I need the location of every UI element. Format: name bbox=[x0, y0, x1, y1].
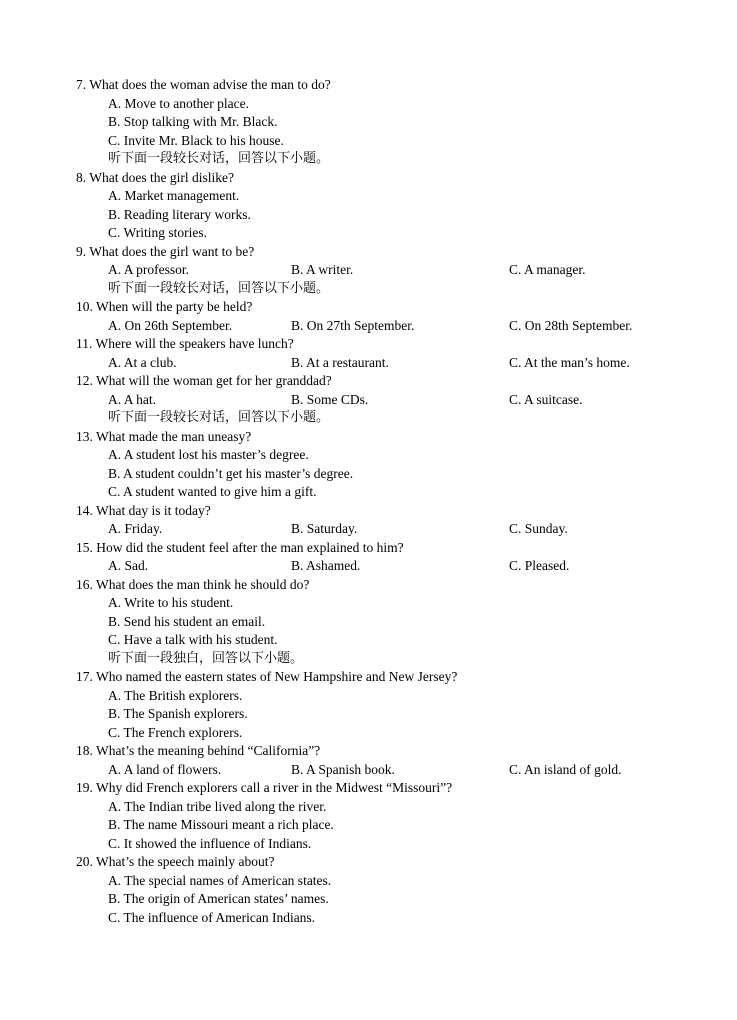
answer-option: B. Send his student an email. bbox=[108, 613, 266, 629]
answer-option: B. A writer. bbox=[291, 262, 354, 277]
answer-option: C. An island of gold. bbox=[509, 761, 622, 777]
answer-option: A. The Indian tribe lived along the river. bbox=[108, 798, 327, 814]
answer-option: C. A manager. bbox=[509, 262, 586, 277]
question-stem: 10. When will the party be held? bbox=[76, 299, 253, 314]
section-instruction: 听下面一段较长对话，回答以下小题。 bbox=[108, 280, 330, 296]
listening-questions bbox=[76, 76, 716, 927]
answer-option: C. A student wanted to give him a gift. bbox=[108, 484, 317, 499]
answer-option: A. At a club. bbox=[108, 354, 177, 370]
question-stem: 13. What made the man uneasy? bbox=[76, 428, 252, 444]
answer-option: B. Stop talking with Mr. Black. bbox=[108, 114, 278, 129]
question-stem: 12. What will the woman get for her granddad? bbox=[76, 373, 332, 388]
question-block bbox=[76, 243, 716, 299]
question-stem: 19. Why did French explorers call a river in the Midwest “Missouri”? bbox=[76, 780, 453, 795]
answer-option: B. Some CDs. bbox=[291, 391, 369, 407]
question-stem: 16. What does the man think he should do? bbox=[76, 576, 310, 592]
question-block bbox=[76, 668, 716, 742]
answer-option: C. The influence of American Indians. bbox=[108, 909, 316, 925]
answer-option: C. Pleased. bbox=[509, 558, 570, 573]
options-row bbox=[76, 761, 716, 780]
answer-option: B. On 27th September. bbox=[291, 317, 415, 333]
answer-option: B. At a restaurant. bbox=[291, 354, 389, 370]
question-stem: 7. What does the woman advise the man to do? bbox=[76, 77, 331, 92]
answer-option: B. A student couldn’t get his master’s degree. bbox=[108, 465, 354, 481]
answer-option: B. The origin of American states’ names. bbox=[108, 891, 329, 906]
question-block bbox=[76, 335, 716, 372]
answer-option: B. Ashamed. bbox=[291, 558, 361, 573]
answer-option: A. Market management. bbox=[108, 188, 240, 203]
answer-option: A. On 26th September. bbox=[108, 317, 233, 333]
answer-option: A. The British explorers. bbox=[108, 687, 243, 703]
question-stem: 17. Who named the eastern states of New Hampshire and New Jersey? bbox=[76, 669, 458, 684]
options-row bbox=[76, 520, 716, 539]
question-block bbox=[76, 779, 716, 853]
question-block bbox=[76, 502, 716, 539]
answer-option: A. Friday. bbox=[108, 521, 163, 536]
question-block bbox=[76, 539, 716, 576]
question-block bbox=[76, 298, 716, 335]
question-stem: 8. What does the girl dislike? bbox=[76, 169, 234, 185]
options-row bbox=[76, 391, 716, 410]
options-row bbox=[76, 261, 716, 280]
question-block bbox=[76, 853, 716, 927]
answer-option: A. Move to another place. bbox=[108, 95, 249, 111]
answer-option: B. Saturday. bbox=[291, 521, 358, 536]
answer-option: A. A hat. bbox=[108, 391, 157, 407]
question-stem: 20. What’s the speech mainly about? bbox=[76, 854, 275, 869]
answer-option: C. It showed the influence of Indians. bbox=[108, 835, 312, 851]
question-block bbox=[76, 576, 716, 669]
answer-option: A. Write to his student. bbox=[108, 595, 234, 610]
answer-option: A. A land of flowers. bbox=[108, 761, 222, 777]
question-stem: 9. What does the girl want to be? bbox=[76, 243, 255, 259]
section-instruction: 听下面一段独白，回答以下小题。 bbox=[108, 650, 304, 666]
answer-option: A. Sad. bbox=[108, 558, 149, 573]
question-block bbox=[76, 372, 716, 428]
answer-option: C. A suitcase. bbox=[509, 391, 583, 407]
options-row bbox=[76, 317, 716, 336]
answer-option: C. Sunday. bbox=[509, 521, 568, 536]
question-stem: 14. What day is it today? bbox=[76, 502, 211, 518]
question-block bbox=[76, 742, 716, 779]
section-instruction: 听下面一段较长对话，回答以下小题。 bbox=[108, 410, 330, 425]
question-block bbox=[76, 428, 716, 502]
question-stem: 15. How did the student feel after the man explained to him? bbox=[76, 539, 404, 555]
answer-option: A. A student lost his master’s degree. bbox=[108, 447, 309, 462]
answer-option: A. A professor. bbox=[108, 262, 189, 277]
section-instruction: 听下面一段较长对话，回答以下小题。 bbox=[108, 151, 330, 166]
answer-option: C. Writing stories. bbox=[108, 225, 207, 240]
question-stem: 11. Where will the speakers have lunch? bbox=[76, 336, 294, 351]
answer-option: C. At the man’s home. bbox=[509, 354, 630, 370]
question-stem: 18. What’s the meaning behind “California”? bbox=[76, 743, 321, 758]
answer-option: B. The Spanish explorers. bbox=[108, 706, 248, 721]
answer-option: A. The special names of American states. bbox=[108, 872, 332, 888]
answer-option: B. Reading literary works. bbox=[108, 206, 251, 222]
question-block bbox=[76, 169, 716, 243]
options-row bbox=[76, 354, 716, 373]
question-block bbox=[76, 76, 716, 169]
answer-option: B. A Spanish book. bbox=[291, 761, 395, 777]
answer-option: C. The French explorers. bbox=[108, 724, 243, 740]
options-row bbox=[76, 557, 716, 576]
answer-option: C. Have a talk with his student. bbox=[108, 632, 278, 647]
answer-option: B. The name Missouri meant a rich place. bbox=[108, 817, 334, 832]
answer-option: C. Invite Mr. Black to his house. bbox=[108, 132, 284, 148]
answer-option: C. On 28th September. bbox=[509, 317, 633, 333]
